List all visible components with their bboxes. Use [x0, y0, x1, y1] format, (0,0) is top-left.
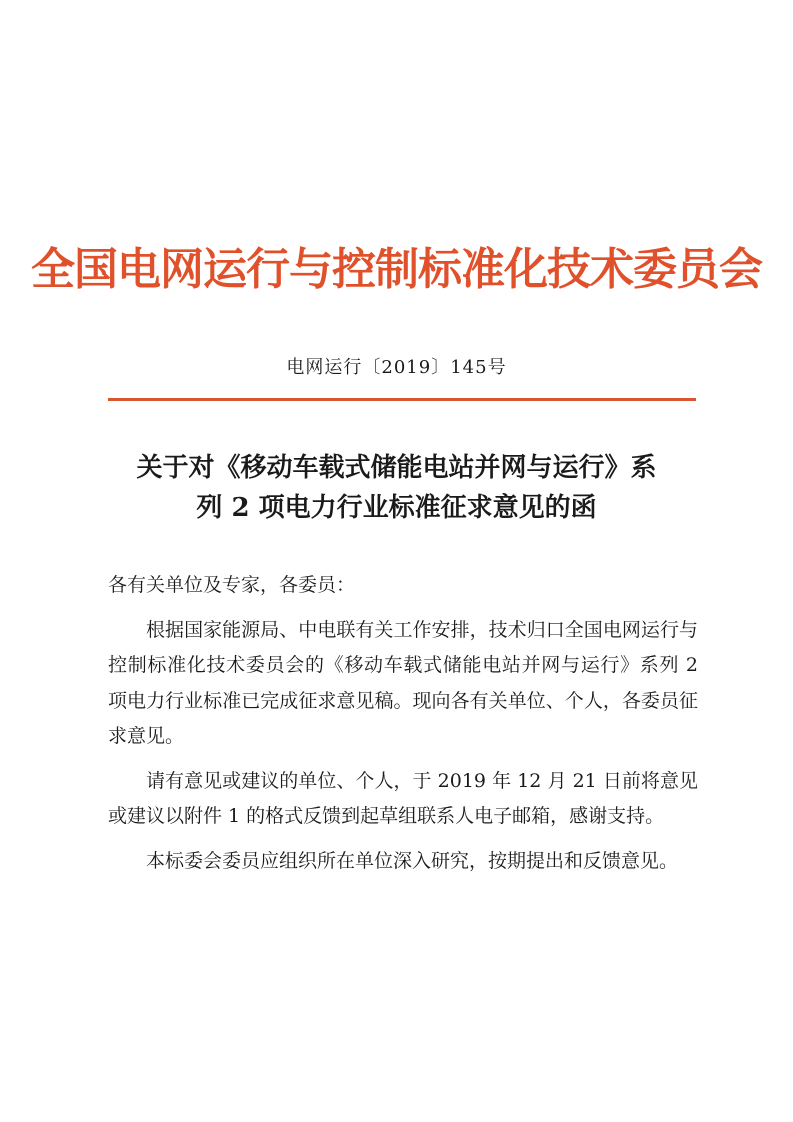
- issuer-heading: 全国电网运行与控制标准化技术委员会: [31, 244, 762, 295]
- document-title: [80, 448, 713, 528]
- document-body: [108, 568, 698, 888]
- document-number: 电网运行〔2019〕145号: [286, 357, 507, 378]
- title-line-2: 列 2 项电力行业标准征求意见的函: [196, 493, 597, 523]
- title-line-1: 关于对《移动车载式储能电站并网与运行》系: [136, 453, 657, 483]
- body-paragraph: 本标委会委员应组织所在单位深入研究，按期提出和反馈意见。: [146, 849, 679, 872]
- salutation: 各有关单位及专家，各委员：: [108, 574, 356, 596]
- red-divider-line: [108, 398, 696, 401]
- body-paragraph: 根据国家能源局、中电联有关工作安排，技术归口全国电网运行与控制标准化技术委员会的《移动车载式储能电站并网与运行》系列 2 项电力行业标准已完成征求意见稿。现向各有关单位、个人，各委员征求意见。: [108, 618, 698, 747]
- body-paragraph: 请有意见或建议的单位、个人，于 2019 年 12 月 21 日前将意见或建议以附件 1 的格式反馈到起草组联系人电子邮箱，感谢支持。: [108, 769, 698, 827]
